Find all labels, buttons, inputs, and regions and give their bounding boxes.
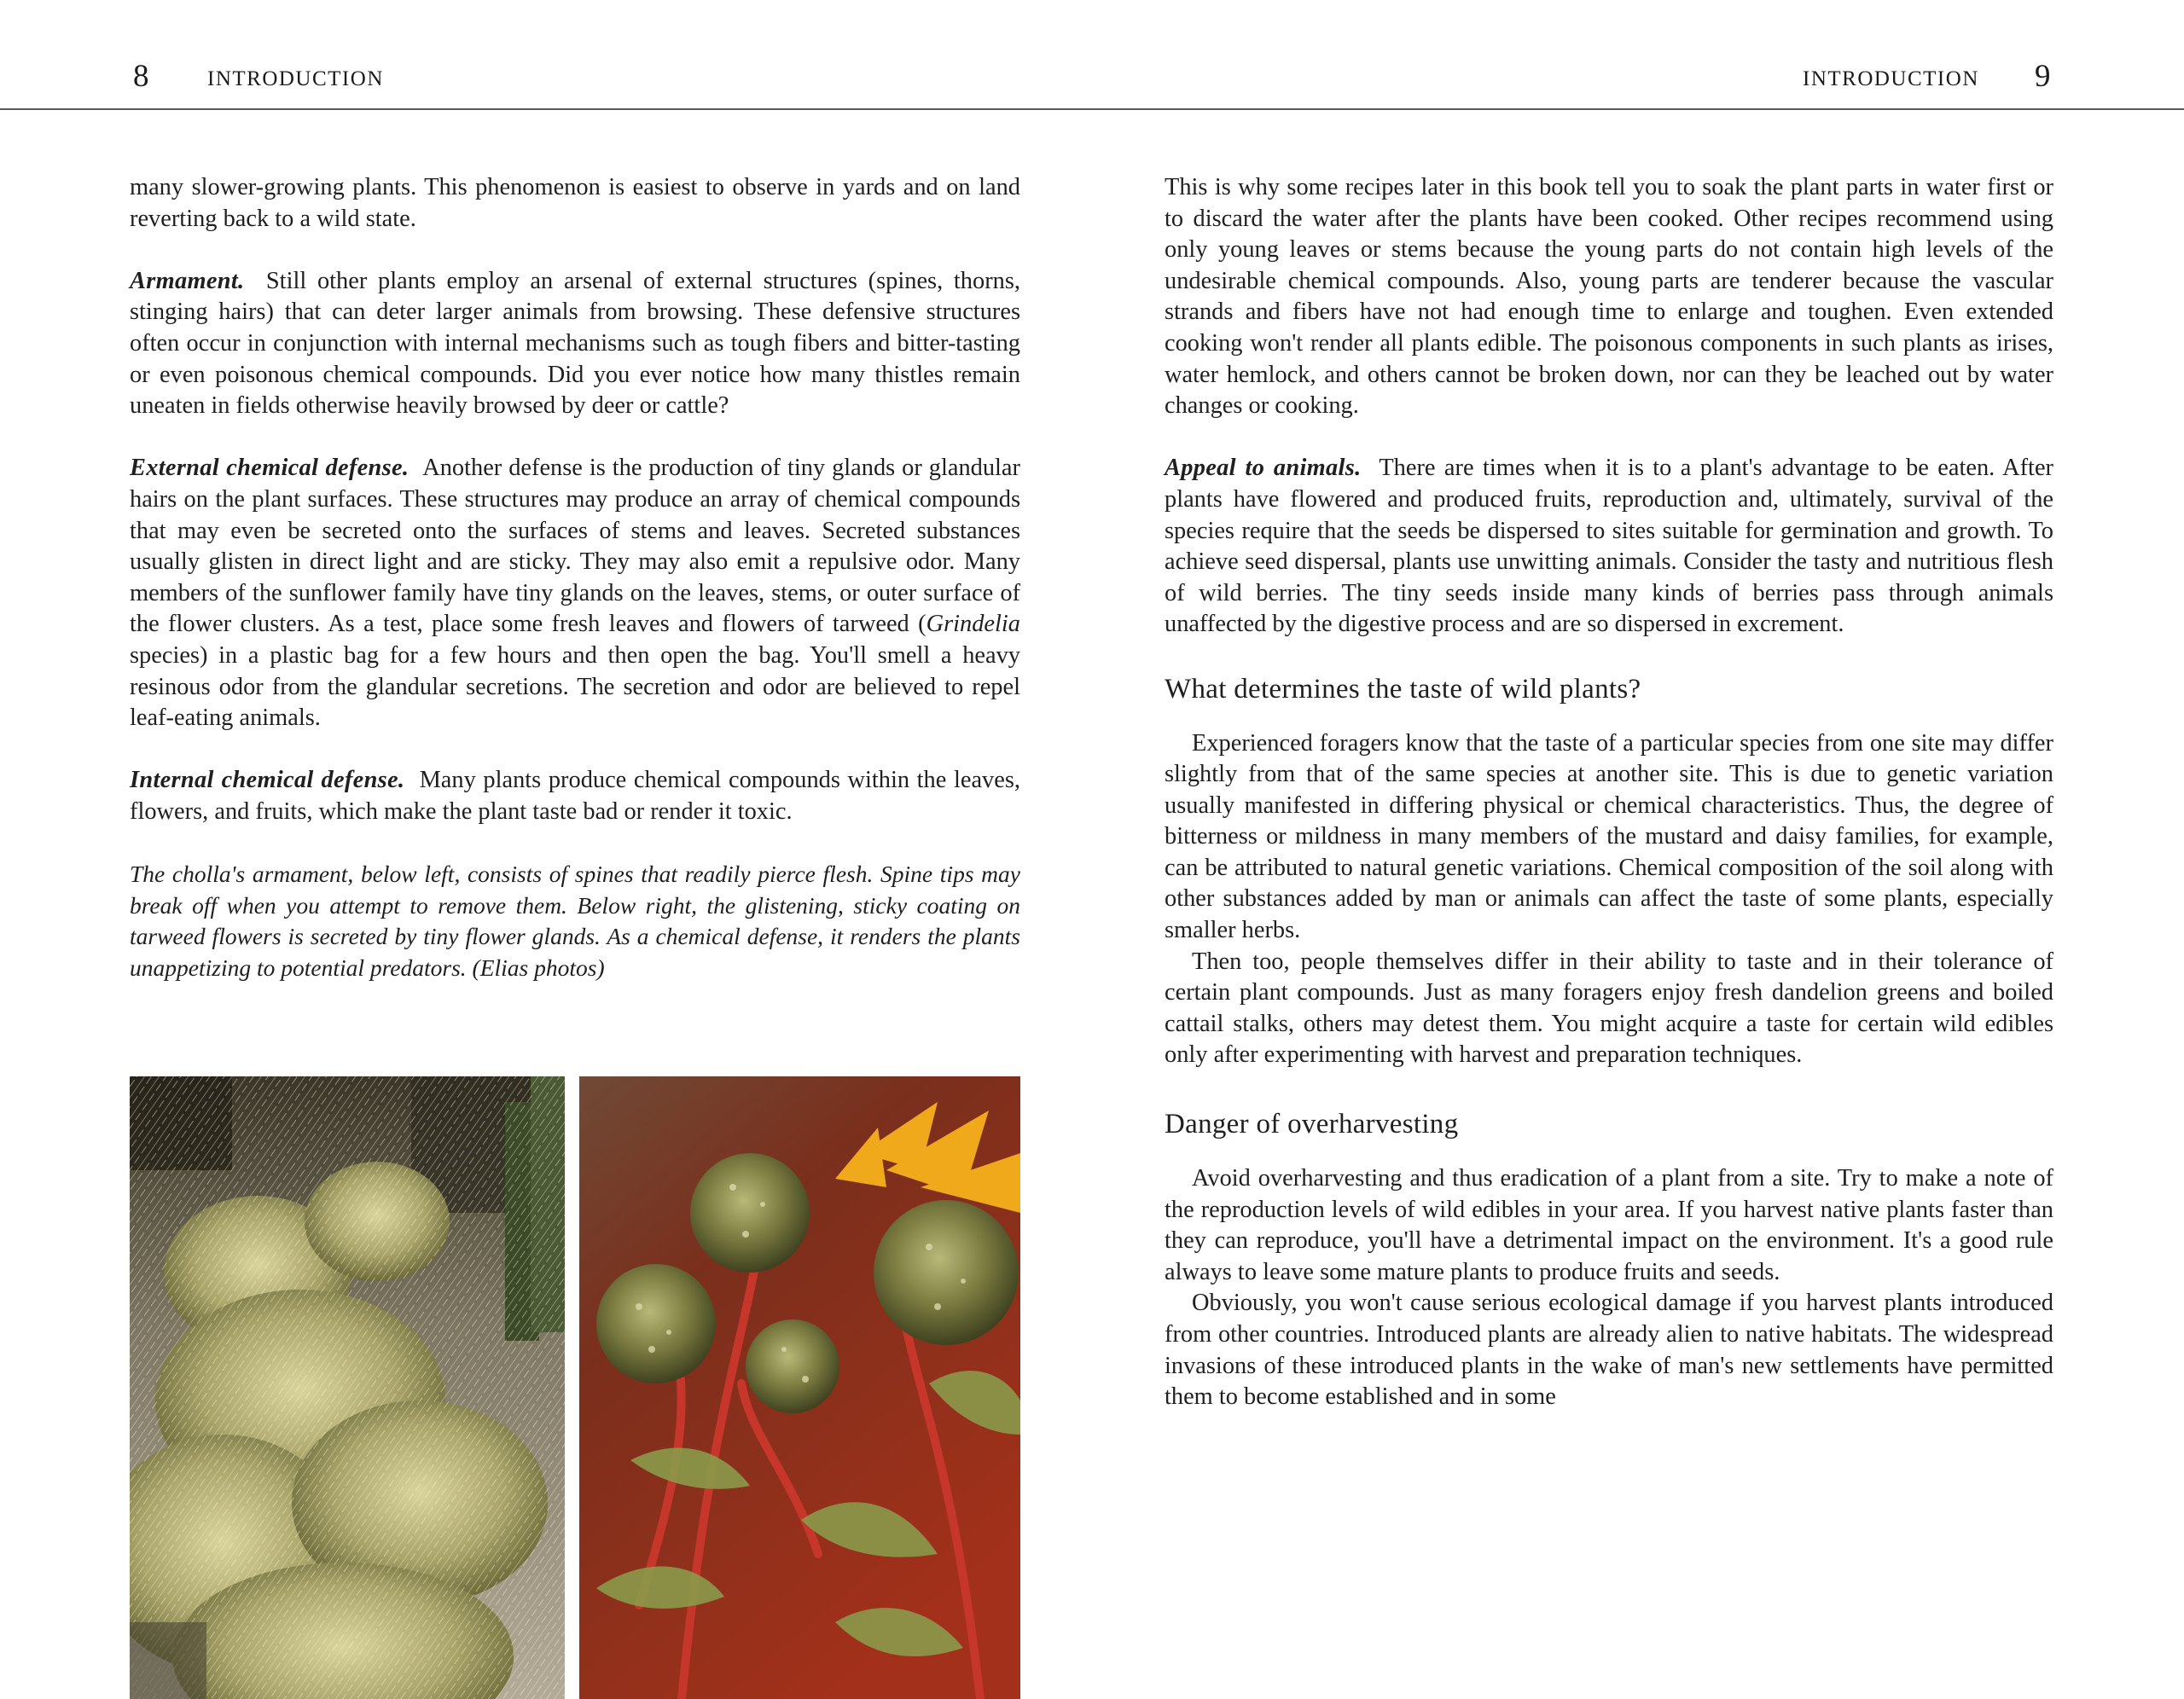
right-page-number: 9 (2035, 59, 2051, 94)
taste-paragraph-1: Experienced foragers know that the taste of a particular species from one site may differ slightly from that of the same species at another site. This is due to genetic variation usually manifested in differing physical or chemical characteristics. Thus, the degree of bitterness or mildness in many members of the mustard and daisy families, for example, can be attributed to natural genetic variations. Chemical composition of the soil along with other substances added by man or animals can affect the taste of some plants, especially smaller herbs. (1165, 729, 2053, 944)
header-rule (0, 108, 2184, 110)
overharvesting-paragraph-1: Avoid overharvesting and thus eradication of a plant from a site. Try to make a note of the reproduction levels of wild edibles in your area. If you harvest native plants faster than they can reproduce, you'll have a detrimental impact on the environment. It's a good rule always to leave some mature plants to produce fruits and seeds. (1165, 1165, 2053, 1285)
armament-text: Still other plants employ an arsenal of external structures (spines, thorns, stinging hairs) that can deter larger animals from browsing. These defensive structures often occur in conjunction with internal mechanisms such as tough fibers and bitter-tasting or even poisonous chemical compounds. Did you ever notice how many thistles remain uneaten in fields otherwise heavily browsed by deer or cattle? (130, 267, 1020, 420)
left-continuation-paragraph: many slower-growing plants. This phenomenon is easiest to observe in yards and on land reverting back to a wild state. (130, 174, 1020, 232)
external-defense-paragraph (130, 453, 1020, 734)
cholla-photo (130, 1076, 565, 1699)
tarweed-photo (579, 1076, 1020, 1699)
appeal-paragraph (1165, 453, 2053, 641)
right-continuation-paragraph: This is why some recipes later in this book tell you to soak the plant parts in water first or to discard the water after the plants have been cooked. Other recipes recommend using only young leaves or stems because the young parts do not contain high levels of the undesirable chemical compounds. Also, young parts are tenderer because the vascular strands and fibers have not had enough time to enlarge and toughen. Even extended cooking won't render all plants edible. The poisonous components in such plants as irises, water hemlock, and others cannot be broken down, nor can they be leached out by water changes or cooking. (1165, 174, 2053, 420)
internal-defense-paragraph (130, 765, 1020, 827)
armament-lead: Armament. (130, 267, 245, 294)
overharvesting-heading: Danger of overharvesting (1165, 1109, 1459, 1140)
photo-pair (130, 1076, 1020, 1699)
armament-paragraph (130, 266, 1020, 422)
taste-paragraph-2: Then too, people themselves differ in their ability to taste and in their tolerance of certain plant compounds. Just as many foragers enjoy fresh dandelion greens and boiled cattail stalks, others may detest them. You might acquire a taste for certain wild edibles only after experimenting with harvest and preparation techniques. (1165, 948, 2053, 1069)
right-running-head: INTRODUCTION (1803, 67, 1979, 90)
external-defense-text-2: species) in a plastic bag for a few hours and then open the bag. You'll smell a heavy resinous odor from the glandular secretions. The secretion and odor are believed to repel leaf-eating animals. (130, 641, 1020, 732)
appeal-text: There are times when it is to a plant's advantage to be eaten. After plants have flowered and produced fruits, reproduction and, ultimately, survival of the species require that the seeds be dispersed to sites suitable for germination and growth. To achieve seed dispersal, plants use unwitting animals. Consider the tasty and nutritious flesh of wild berries. The tiny seeds inside many kinds of berries pass through animals unaffected by the digestive process and are so dispersed in excrement. (1165, 455, 2054, 638)
external-defense-text-1: Another defense is the production of tiny glands or glandular hairs on the plant surfaces. These structures may produce an array of chemical compounds that may even be secreted onto the surfaces of stems and leaves. Secreted substances usually glisten in direct light and are sticky. They may also emit a repulsive odor. Many members of the sunflower family have tiny glands on the leaves, stems, or outer surface of the flower clusters. As a test, place some fresh leaves and flowers of tarweed ( (130, 455, 1020, 638)
appeal-lead: Appeal to animals. (1165, 455, 1362, 482)
left-page-column (130, 172, 1020, 1015)
tarweed-flower-image (579, 1076, 1020, 1699)
external-defense-lead: External chemical defense. (130, 455, 410, 482)
right-page-column (1165, 172, 2053, 1413)
overharvesting-paragraph-2: Obviously, you won't cause serious ecological damage if you harvest plants introduced from other countries. Introduced plants are already alien to native habitats. The widespread invasions of these introduced plants in the wake of man's new settlements have permitted them to become established and in some (1165, 1290, 2053, 1411)
left-running-head: INTRODUCTION (207, 67, 384, 90)
taste-heading: What determines the taste of wild plants? (1165, 673, 1641, 705)
cholla-cactus-image (130, 1076, 565, 1699)
photo-caption: The cholla's armament, below left, consists of spines that readily pierce flesh. Spine tips may break off when you attempt to remove them. Below right, the glistening, sticky coating on tarweed flowers is secreted by tiny flower glands. As a chemical defense, it renders the plants unappetizing to potential predators. (Elias photos) (130, 861, 1020, 981)
external-defense-genus: Grindelia (926, 611, 1020, 638)
internal-defense-text: Many plants produce chemical compounds within the leaves, flowers, and fruits, which make the plant taste bad or render it toxic. (130, 767, 1021, 825)
left-page-number: 8 (133, 59, 149, 94)
internal-defense-lead: Internal chemical defense. (130, 767, 405, 794)
